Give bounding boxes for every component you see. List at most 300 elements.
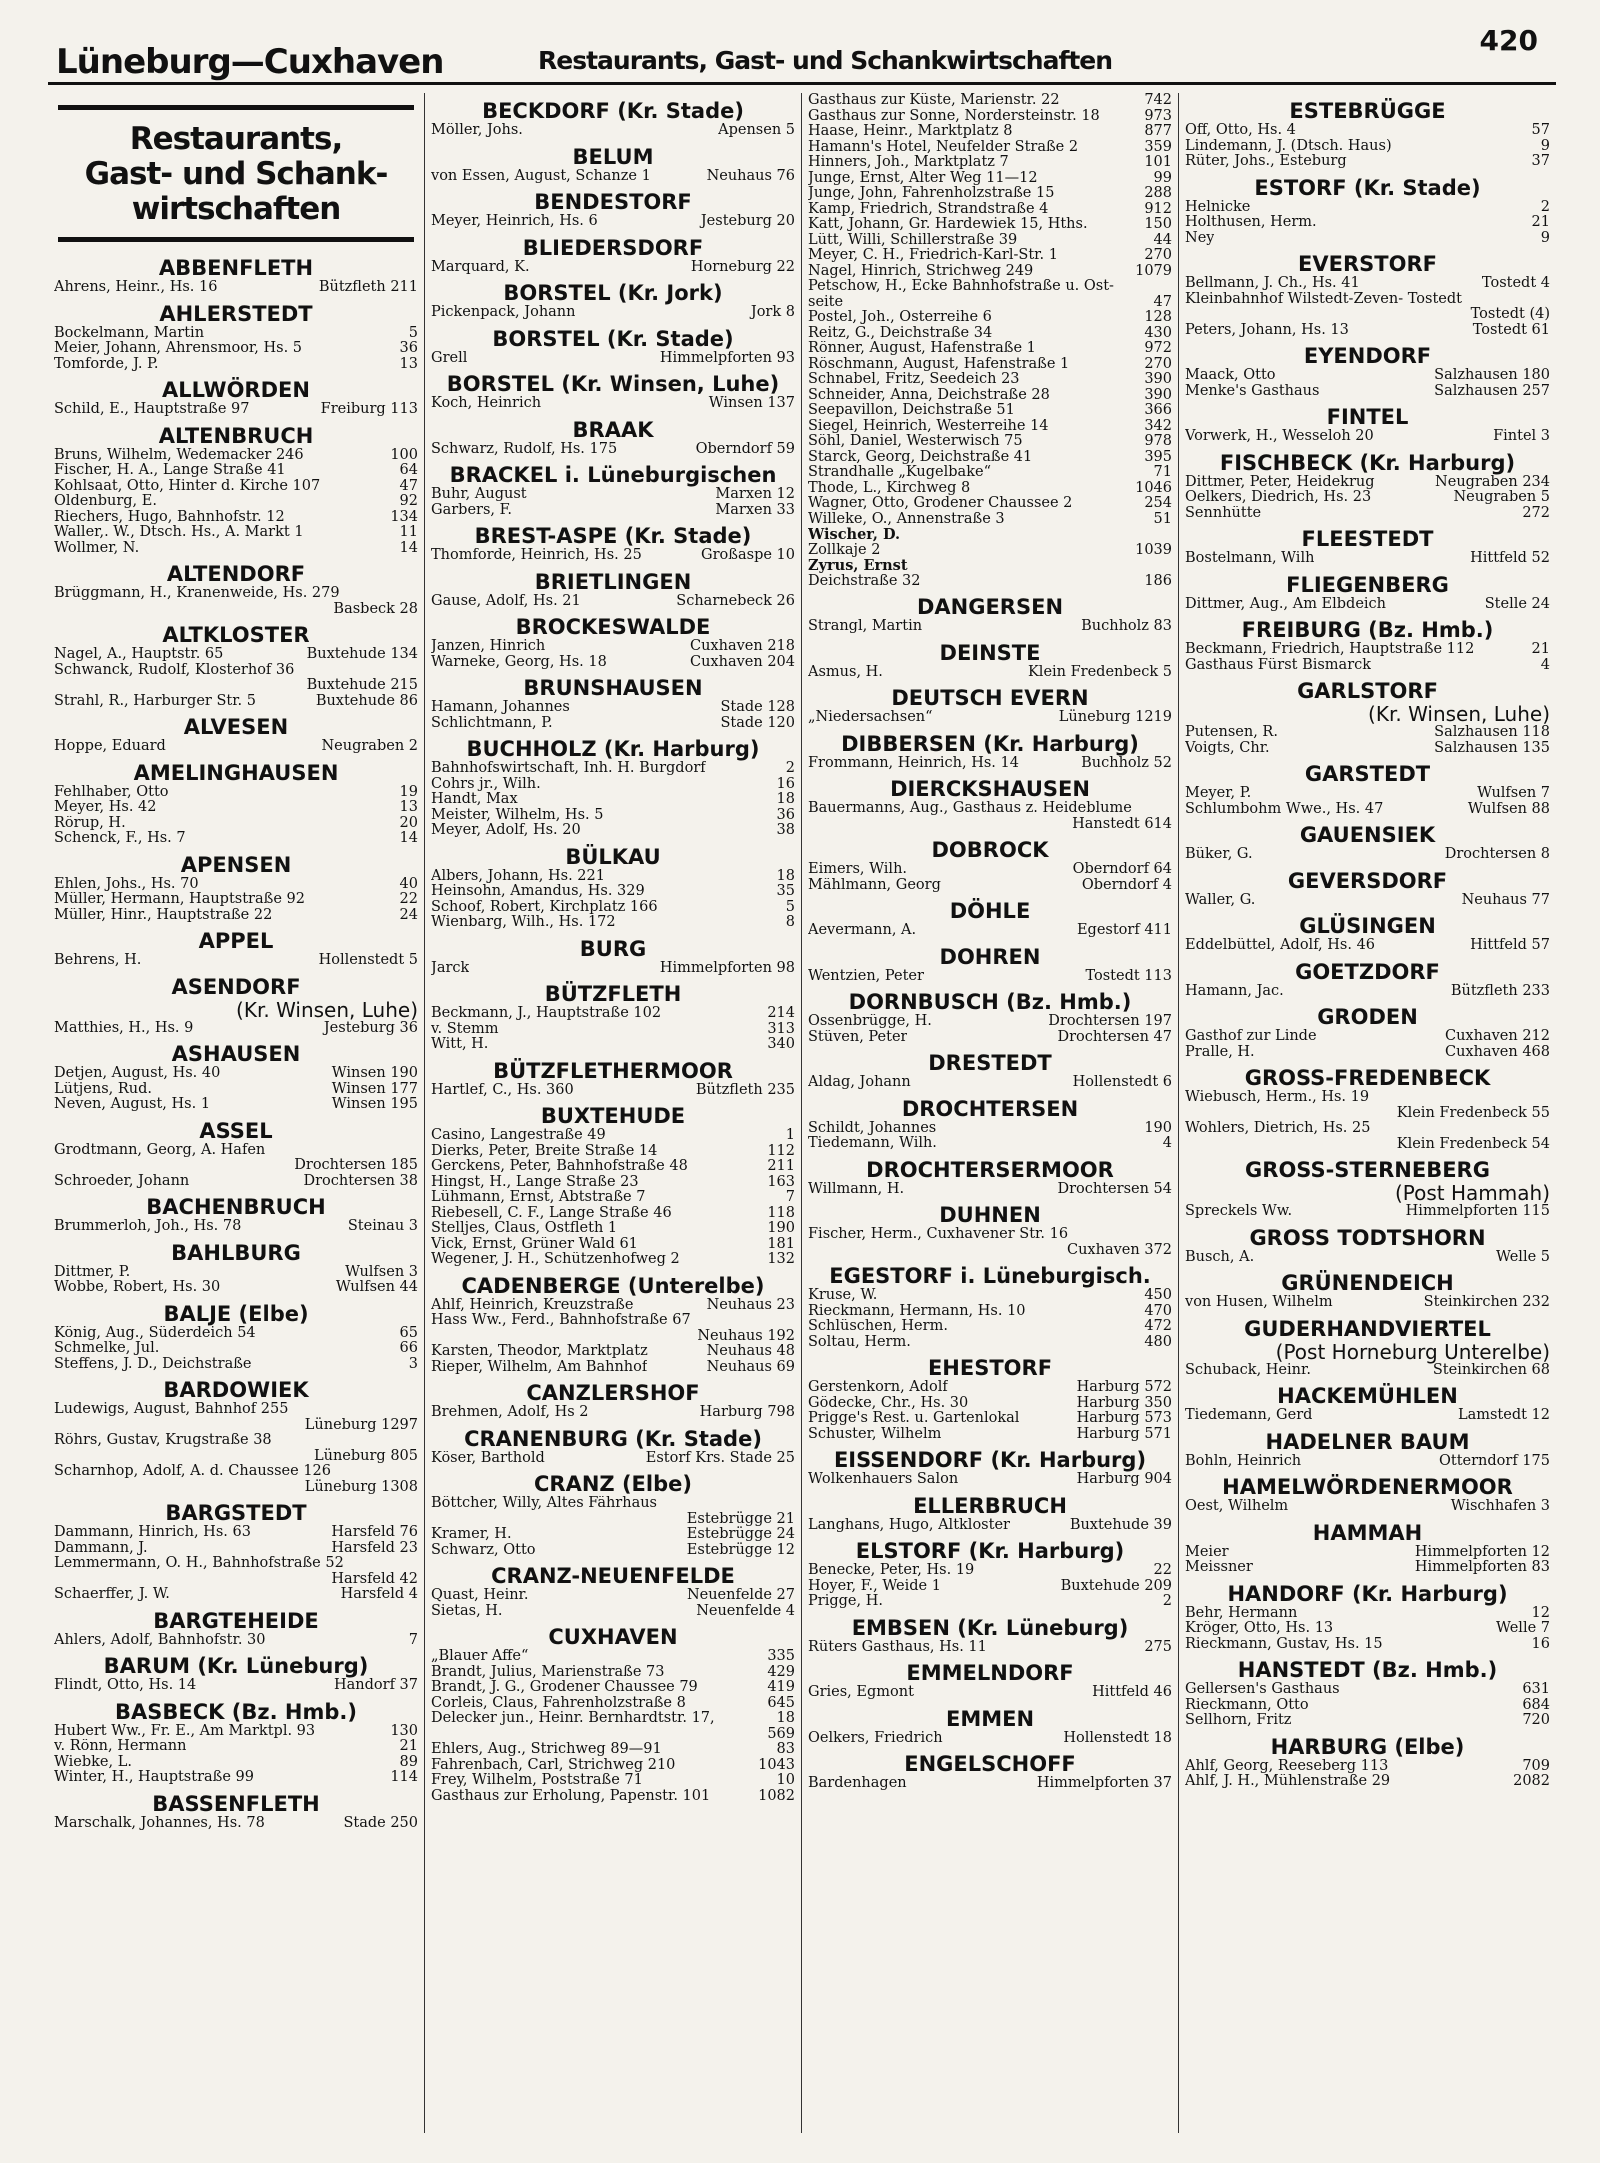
listing-name: Frey, Wilhelm, Poststraße 71 xyxy=(431,1773,643,1788)
listing-phone: Lamstedt 12 xyxy=(1457,1407,1550,1423)
listing-phone: 13 xyxy=(399,799,418,815)
listing-name: seite xyxy=(808,294,844,310)
listing-entry xyxy=(808,1427,1172,1443)
listing-name: Rieckmann, Gustav, Hs. 15 xyxy=(1185,1636,1383,1652)
listing-entry xyxy=(1185,154,1550,170)
listing-entry xyxy=(808,434,1172,450)
listing-phone: 709 xyxy=(1522,1757,1550,1774)
listing-phone: Salzhausen 135 xyxy=(1434,739,1550,756)
listing-entry xyxy=(808,1411,1172,1427)
listing-entry xyxy=(1185,1774,1550,1790)
listing-entry xyxy=(808,1579,1172,1595)
listing-name: Schild, E., Hauptstraße 97 xyxy=(54,402,250,417)
listing-phone: 5 xyxy=(785,898,795,915)
listing-name: Gasthaus zur Erholung, Papenstr. 101 xyxy=(431,1788,711,1804)
listing-phone: 40 xyxy=(399,875,418,892)
listing-name: Gödecke, Chr., Hs. 30 xyxy=(808,1395,969,1411)
listing-phone: Apensen 5 xyxy=(718,122,795,138)
listing-phone: Buxtehude 39 xyxy=(1069,1516,1172,1533)
phone-continuation: Drochtersen 185 xyxy=(294,1157,418,1173)
town-heading: APPEL xyxy=(198,929,274,953)
listing-phone: 419 xyxy=(767,1679,795,1695)
listing-entry xyxy=(431,700,795,716)
listing-phone: 288 xyxy=(1144,185,1172,201)
listing-name: Meyer, P. xyxy=(1185,786,1252,801)
listing-phone: 22 xyxy=(399,891,418,907)
listing-phone: 430 xyxy=(1144,324,1172,341)
listing-entry xyxy=(808,124,1172,140)
town-heading: ESTEBRÜGGE xyxy=(1289,99,1446,123)
listing-entry xyxy=(54,1174,418,1190)
listing-phone: 390 xyxy=(1144,386,1172,403)
listing-name: Wolkenhauers Salon xyxy=(808,1472,959,1487)
listing-phone: 1 xyxy=(785,1127,795,1143)
listing-entry xyxy=(1185,1560,1550,1576)
listing-entry xyxy=(1185,1250,1550,1266)
listing-entry xyxy=(808,1227,1172,1243)
town-heading: GARLSTORF xyxy=(1297,679,1438,703)
listing-entry xyxy=(808,481,1172,497)
listing-name: Wagner, Otto, Grodener Chaussee 2 xyxy=(808,496,1073,511)
listing-phone: Salzhausen 180 xyxy=(1434,367,1550,383)
listing-name: Winter, H., Hauptstraße 99 xyxy=(54,1770,254,1785)
listing-phone: 22 xyxy=(1153,1562,1172,1578)
town-heading: GROSS-FREDENBECK xyxy=(1244,1066,1491,1090)
phone-continuation: 569 xyxy=(767,1725,795,1742)
listing-name: Tiedemann, Gerd xyxy=(1185,1408,1313,1423)
town-heading: GARSTEDT xyxy=(1304,762,1431,786)
listing-phone: 1043 xyxy=(758,1756,795,1773)
listing-phone: 1046 xyxy=(1135,479,1172,496)
listing-name: König, Aug., Süderdeich 54 xyxy=(54,1325,256,1341)
listing-entry xyxy=(431,823,795,839)
listing-phone: Neuhaus 23 xyxy=(706,1296,795,1313)
listing-phone: 1079 xyxy=(1135,262,1172,279)
listing-name: Brummerloh, Joh., Hs. 78 xyxy=(54,1219,242,1234)
listing-phone xyxy=(1544,1121,1550,1137)
listing-name: Hingst, H., Lange Straße 23 xyxy=(431,1174,639,1190)
town-heading: DOHREN xyxy=(939,944,1041,969)
listing-name: Stüven, Peter xyxy=(808,1029,908,1045)
listing-phone: 66 xyxy=(399,1340,418,1356)
listing-phone: 270 xyxy=(1144,355,1172,372)
listing-name: Gasthaus Fürst Bismarck xyxy=(1185,657,1372,673)
town-heading: BAHLBURG xyxy=(171,1240,301,1265)
listing-entry xyxy=(54,1464,418,1480)
listing-phone: 89 xyxy=(399,1753,418,1770)
listing-phone: Wulfsen 3 xyxy=(345,1263,418,1280)
listing-entry xyxy=(808,1640,1172,1656)
town-heading: EMBSEN (Kr. Lüneburg) xyxy=(851,1615,1129,1640)
listing-phone: Marxen 33 xyxy=(715,501,795,518)
listing-entry xyxy=(1185,123,1550,139)
listing-phone: Marxen 12 xyxy=(715,486,795,502)
listing-name: Schlumbohm Wwe., Hs. 47 xyxy=(1185,801,1384,817)
phone-continuation: Lüneburg 1297 xyxy=(304,1416,418,1433)
listing-phone: 3 xyxy=(408,1355,418,1372)
listing-phone: Oberndorf 59 xyxy=(695,440,795,457)
listing-name: Prigge's Rest. u. Gartenlokal xyxy=(808,1411,1020,1426)
listing-phone xyxy=(1166,558,1172,574)
listing-entry xyxy=(808,558,1172,574)
listing-name: Oest, Wilhelm xyxy=(1185,1499,1289,1514)
listing-name: Neven, August, Hs. 1 xyxy=(54,1097,211,1112)
listing-name: Thomforde, Heinrich, Hs. 25 xyxy=(431,548,642,563)
town-heading: EVERSTORF xyxy=(1298,252,1437,276)
listing-name: Helnicke xyxy=(1185,199,1251,215)
listing-phone: 35 xyxy=(776,883,795,899)
town-heading: ALTENDORF xyxy=(166,562,306,586)
listing-name: Dammann, Hinrich, Hs. 63 xyxy=(54,1525,251,1540)
listing-entry xyxy=(1185,1637,1550,1653)
listing-entry xyxy=(808,1182,1172,1198)
listing-name: Meissner xyxy=(1185,1560,1253,1575)
column-2 xyxy=(425,93,802,2133)
town-heading: EGESTORF i. Lüneburgisch. xyxy=(829,1264,1151,1288)
listing-entry xyxy=(431,1711,795,1727)
listing-name: Hamann, Jac. xyxy=(1185,983,1284,999)
listing-name: Schroeder, Johann xyxy=(54,1173,190,1189)
listing-entry xyxy=(54,831,418,847)
listing-entry xyxy=(54,1097,418,1113)
listing-name: v. Rönn, Hermann xyxy=(54,1739,187,1754)
listing-entry xyxy=(431,792,795,808)
town-subheading: (Kr. Winsen, Luhe) xyxy=(236,997,418,1022)
listing-entry xyxy=(54,280,418,296)
town-heading: ELLERBRUCH xyxy=(913,1493,1067,1518)
listing-entry xyxy=(431,1083,795,1099)
listing-entry xyxy=(1185,1682,1550,1698)
listing-name: Müller, Hermann, Hauptstraße 92 xyxy=(54,892,305,907)
listing-phone: Neugraben 234 xyxy=(1435,473,1550,490)
listing-entry xyxy=(54,525,418,541)
listing-phone: 64 xyxy=(399,462,418,478)
listing-entry xyxy=(1185,1621,1550,1637)
listing-name: Tomforde, J. P. xyxy=(54,356,159,372)
listing-name: Hoyer, F., Weide 1 xyxy=(808,1578,941,1594)
town-heading: GAUENSIEK xyxy=(1299,823,1436,847)
listing-name: Dierks, Peter, Breite Straße 14 xyxy=(431,1143,658,1159)
listing-name: Meyer, Heinrich, Hs. 6 xyxy=(431,214,598,229)
listing-name: Soltau, Herm. xyxy=(808,1334,911,1350)
listing-name: Fehlhaber, Otto xyxy=(54,784,169,800)
town-heading: FINTEL xyxy=(1326,405,1409,429)
listing-phone: 7 xyxy=(408,1631,418,1648)
listing-phone: Cuxhaven 218 xyxy=(690,638,795,654)
listing-phone: Welle 7 xyxy=(1496,1620,1550,1636)
listing-entry xyxy=(808,326,1172,342)
listing-entry xyxy=(54,541,418,557)
listing-phone: Otterndorf 175 xyxy=(1439,1452,1550,1469)
listing-name: Dittmer, Aug., Am Elbdeich xyxy=(1185,596,1387,612)
listing-name: Hinners, Joh., Marktplatz 7 xyxy=(808,155,1009,170)
listing-name: Brehmen, Adolf, Hs 2 xyxy=(431,1405,589,1420)
listing-phone: 214 xyxy=(767,1005,795,1021)
town-heading: GOETZDORF xyxy=(1295,959,1440,984)
listing-entry xyxy=(54,1219,418,1235)
listing-entry xyxy=(1185,506,1550,522)
listing-name: Waller, G. xyxy=(1185,892,1256,908)
listing-phone: Himmelpforten 98 xyxy=(659,959,795,976)
listing-phone: 480 xyxy=(1144,1333,1172,1350)
listing-name: Meier xyxy=(1185,1544,1229,1560)
listing-phone: Jork 8 xyxy=(750,304,795,320)
listing-phone: 973 xyxy=(1144,107,1172,124)
listing-phone: Buxtehude 86 xyxy=(315,692,418,709)
listing-phone: Stelle 24 xyxy=(1484,595,1550,612)
listing-entry xyxy=(54,1755,418,1771)
town-heading: BORSTEL (Kr. Winsen, Luhe) xyxy=(446,372,780,396)
listing-phone: Harburg 798 xyxy=(699,1404,795,1420)
listing-phone: 211 xyxy=(767,1158,795,1174)
phone-continuation: Tostedt (4) xyxy=(1470,306,1550,322)
listing-entry xyxy=(431,1022,795,1038)
phone-continuation: Lüneburg 805 xyxy=(313,1447,418,1464)
listing-phone xyxy=(412,1464,418,1480)
listing-name: Sennhütte xyxy=(1185,505,1262,521)
listing-phone: Drochtersen 38 xyxy=(303,1172,418,1189)
town-heading: BARGTEHEIDE xyxy=(153,1608,319,1633)
town-heading: BORSTEL (Kr. Stade) xyxy=(492,326,734,351)
listing-phone: 390 xyxy=(1144,371,1172,387)
town-heading: CANZLERSHOF xyxy=(526,1381,700,1405)
listing-entry xyxy=(1185,139,1550,155)
listing-entry xyxy=(431,1144,795,1160)
listing-entry xyxy=(431,716,795,732)
listing-entry xyxy=(54,877,418,893)
phone-continuation: Klein Fredenbeck 55 xyxy=(1396,1104,1550,1121)
listing-phone: Scharnebeck 26 xyxy=(676,592,795,609)
phone-continuation: Klein Fredenbeck 54 xyxy=(1396,1135,1550,1152)
listing-entry xyxy=(808,233,1172,249)
listing-phone: 99 xyxy=(1153,169,1172,186)
listing-phone: Stade 128 xyxy=(720,699,795,715)
listing-phone: Horneburg 22 xyxy=(690,258,795,275)
listing-name: Bauermanns, Aug., Gasthaus z. Heideblume xyxy=(808,801,1132,816)
listing-name: Benecke, Peter, Hs. 19 xyxy=(808,1563,975,1578)
listing-name: Nagel, Hinrich, Strichweg 249 xyxy=(808,263,1034,279)
listing-phone: 335 xyxy=(767,1648,795,1664)
listing-name: Postel, Joh., Osterreihe 6 xyxy=(808,310,992,325)
listing-phone: 114 xyxy=(390,1769,418,1785)
listing-entry xyxy=(1185,475,1550,491)
listing-entry xyxy=(808,496,1172,512)
listing-phone: 150 xyxy=(1144,216,1172,232)
listing-name: Rönner, August, Hafenstraße 1 xyxy=(808,341,1036,356)
listing-phone: 18 xyxy=(776,1710,795,1726)
town-heading: CADENBERGE (Unterelbe) xyxy=(461,1273,765,1298)
listing-phone: Salzhausen 118 xyxy=(1434,724,1550,740)
listing-phone: Himmelpforten 83 xyxy=(1414,1559,1550,1575)
listing-name: Schenck, F., Hs. 7 xyxy=(54,831,186,846)
listing-phone: Harburg 572 xyxy=(1076,1379,1172,1395)
listing-phone: 24 xyxy=(399,906,418,923)
listing-name: von Husen, Wilhelm xyxy=(1185,1295,1333,1310)
listing-phone: 57 xyxy=(1531,122,1550,138)
listing-entry xyxy=(54,1357,418,1373)
town-heading: BRACKEL i. Lüneburgischen xyxy=(449,463,777,487)
listing-name: Beckmann, Friedrich, Hauptstraße 112 xyxy=(1185,642,1475,657)
listing-phone: 2082 xyxy=(1513,1773,1550,1789)
town-heading: ALVESEN xyxy=(183,715,289,739)
listing-entry xyxy=(1185,368,1550,384)
listing-name: Oelkers, Friedrich xyxy=(808,1730,943,1746)
town-heading: ASSEL xyxy=(199,1118,273,1143)
listing-name: Oldenburg, E. xyxy=(54,494,157,509)
listing-entry xyxy=(54,892,418,908)
listing-entry xyxy=(808,1685,1172,1701)
listing-name: Riechers, Hugo, Bahnhofstr. 12 xyxy=(54,509,285,525)
listing-name: Maack, Otto xyxy=(1185,368,1276,383)
listing-phone: Hollenstedt 18 xyxy=(1063,1729,1172,1746)
listing-phone: Drochtersen 47 xyxy=(1057,1028,1172,1045)
listing-entry xyxy=(808,878,1172,894)
listing-entry xyxy=(54,953,418,969)
listing-entry xyxy=(1185,551,1550,567)
listing-name: Petschow, H., Ecke Bahnhofstraße u. Ost- xyxy=(808,279,1114,294)
listing-name: Waller,. W., Dtsch. Hs., A. Markt 1 xyxy=(54,525,304,540)
town-heading: BALJE (Elbe) xyxy=(163,1301,309,1326)
listing-entry xyxy=(808,756,1172,772)
listing-phone: Egestorf 411 xyxy=(1076,922,1172,938)
listing-name: Hartlef, C., Hs. 360 xyxy=(431,1082,574,1098)
listing-entry xyxy=(54,341,418,357)
listing-name: Gasthaus zur Sonne, Nordersteinstr. 18 xyxy=(808,108,1100,124)
listing-entry xyxy=(431,900,795,916)
listing-entry xyxy=(54,663,418,679)
listing-phone: Wulfsen 88 xyxy=(1467,800,1550,817)
listing-entry xyxy=(431,214,795,230)
town-heading: DRESTEDT xyxy=(928,1051,1052,1075)
listing-entry xyxy=(808,419,1172,435)
listing-entry xyxy=(808,202,1172,218)
listing-phone: Buxtehude 134 xyxy=(306,646,418,662)
listing-name: Gasthaus zur Küste, Marienstr. 22 xyxy=(808,93,1060,108)
listing-phone: Cuxhaven 204 xyxy=(690,653,795,670)
listing-entry xyxy=(1185,1545,1550,1561)
listing-entry xyxy=(431,869,795,885)
listing-entry xyxy=(431,487,795,503)
listing-name: Ehlers, Aug., Strichweg 89—91 xyxy=(431,1742,662,1757)
listing-phone: Neuhaus 77 xyxy=(1461,891,1550,908)
listing-name: Wegener, J. H., Schützenhofweg 2 xyxy=(431,1252,680,1267)
listing-entry xyxy=(54,1082,418,1098)
listing-name: Jarck xyxy=(431,960,470,976)
listing-phone: Buchholz 83 xyxy=(1081,618,1172,634)
listing-entry xyxy=(54,1633,418,1649)
listing-phone: 36 xyxy=(399,340,418,356)
section-heading-line: Gast- und Schank- xyxy=(84,156,388,192)
listing-phone: Estebrügge 12 xyxy=(686,1541,795,1558)
listing-phone: 720 xyxy=(1522,1712,1550,1728)
listing-name: Meier, Johann, Ahrensmoor, Hs. 5 xyxy=(54,341,303,356)
listing-entry xyxy=(808,1594,1172,1610)
town-heading: FLIEGENBERG xyxy=(1286,572,1449,597)
listing-phone: Fintel 3 xyxy=(1493,428,1550,444)
listing-phone: 71 xyxy=(1153,464,1172,480)
listing-name: Behr, Hermann xyxy=(1185,1605,1298,1621)
listing-entry xyxy=(431,1037,795,1053)
listing-name: Vorwerk, H., Wesseloh 20 xyxy=(1185,429,1374,444)
phone-continuation: Buxtehude 215 xyxy=(306,677,418,693)
listing-entry xyxy=(808,969,1172,985)
listing-name: Grodtmann, Georg, A. Hafen xyxy=(54,1142,266,1158)
listing-entry xyxy=(1185,1408,1550,1424)
listing-phone: 342 xyxy=(1144,417,1172,434)
town-heading: ELSTORF (Kr. Harburg) xyxy=(855,1539,1125,1563)
town-heading: HAMMAH xyxy=(1312,1520,1423,1545)
phone-continuation: Harsfeld 42 xyxy=(331,1570,418,1587)
listing-phone: 470 xyxy=(1144,1302,1172,1319)
listing-entry xyxy=(54,1525,418,1541)
town-heading: CRANZ (Elbe) xyxy=(534,1472,692,1496)
listing-entry xyxy=(431,1496,795,1512)
listing-entry xyxy=(431,777,795,793)
listing-name: Aevermann, A. xyxy=(808,923,917,938)
listing-name: Quast, Heinr. xyxy=(431,1588,529,1603)
listing-entry xyxy=(1185,786,1550,802)
listing-entry xyxy=(1185,1698,1550,1714)
listing-phone: Bützfleth 235 xyxy=(695,1081,795,1098)
listing-name: Meister, Wilhelm, Hs. 5 xyxy=(431,807,604,823)
town-heading: ASHAUSEN xyxy=(171,1042,301,1066)
listing-entry xyxy=(808,1776,1172,1792)
town-heading: ALTKLOSTER xyxy=(162,623,310,647)
listing-phone: Harburg 350 xyxy=(1076,1394,1172,1411)
listing-entry xyxy=(431,1527,795,1543)
listing-name: Beckmann, J., Hauptstraße 102 xyxy=(431,1006,662,1021)
section-heading-line: Restaurants, xyxy=(129,121,343,157)
section-heading xyxy=(58,105,414,242)
listing-name: Schnabel, Fritz, Seedeich 23 xyxy=(808,372,1020,387)
listing-phone: Harsfeld 4 xyxy=(340,1586,418,1602)
listing-entry xyxy=(54,647,418,663)
listing-entry xyxy=(1185,1204,1550,1220)
listing-entry xyxy=(54,494,418,510)
listing-name: Siegel, Heinrich, Westerreihe 14 xyxy=(808,418,1049,434)
town-heading: ESTORF (Kr. Stade) xyxy=(1254,175,1481,200)
town-heading: BARUM (Kr. Lüneburg) xyxy=(103,1654,369,1678)
listing-entry xyxy=(1185,1606,1550,1622)
listing-phone: Himmelpforten 37 xyxy=(1036,1775,1172,1791)
listing-name: Schildt, Johannes xyxy=(808,1120,937,1136)
listing-entry xyxy=(1185,893,1550,909)
listing-entry xyxy=(54,1433,418,1449)
listing-name: Ahlers, Adolf, Bahnhofstr. 30 xyxy=(54,1632,266,1648)
listing-phone: 134 xyxy=(390,508,418,525)
listing-name: Brandt, Julius, Marienstraße 73 xyxy=(431,1664,665,1680)
listing-name: Gries, Egmont xyxy=(808,1685,914,1700)
listing-phone: 4 xyxy=(1162,1135,1172,1151)
listing-entry xyxy=(808,155,1172,171)
listing-phone: Harburg 904 xyxy=(1076,1471,1172,1487)
listing-entry xyxy=(808,140,1172,156)
listing-entry xyxy=(431,884,795,900)
listing-name: Willmann, H. xyxy=(808,1181,905,1197)
listing-phone: Buchholz 52 xyxy=(1081,754,1172,771)
listing-name: Spreckels Ww. xyxy=(1185,1204,1293,1219)
listing-phone: 272 xyxy=(1522,504,1550,521)
listing-entry xyxy=(431,1604,795,1620)
listing-phone: Estorf Krs. Stade 25 xyxy=(645,1449,795,1466)
listing-entry xyxy=(54,1724,418,1740)
listing-name: Meyer, C. H., Friedrich-Karl-Str. 1 xyxy=(808,248,1058,263)
listing-phone: 51 xyxy=(1153,510,1172,527)
listing-entry xyxy=(808,264,1172,280)
town-heading: CRANENBURG (Kr. Stade) xyxy=(464,1426,762,1451)
listing-entry xyxy=(1185,1121,1550,1137)
phone-continuation: Estebrügge 21 xyxy=(686,1510,795,1527)
